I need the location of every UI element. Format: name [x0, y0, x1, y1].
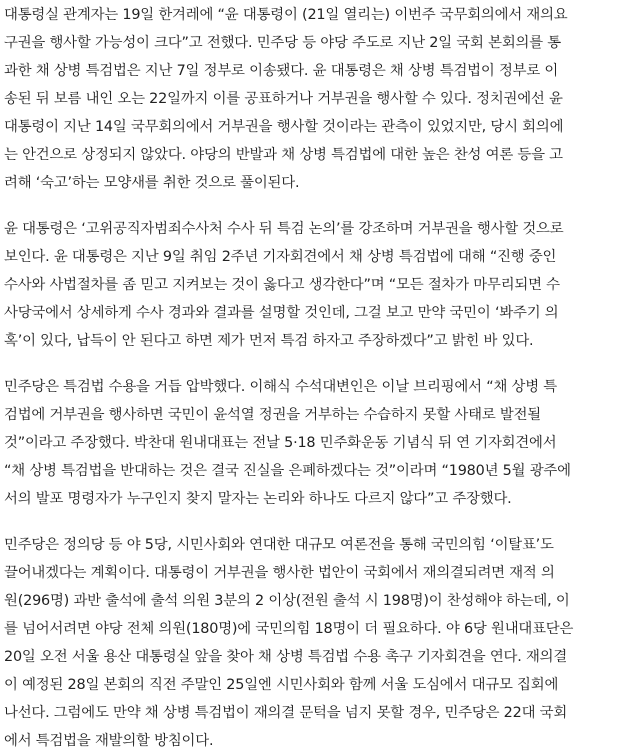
text-line: 끌어내겠다는 계획이다. 대통령이 거부권을 행사한 법안이 국회에서 재의결되려면 재적 의 [4, 565, 555, 581]
text-line: 민주당은 정의당 등 야 5당, 시민사회와 연대한 대규모 여론전을 통해 국민의힘 ‘이탈표’도 [4, 537, 554, 553]
text-line: 혹’이 있다, 납득이 안 된다고 하면 제가 먼저 특검 하자고 주장하겠다”고 밝힌 바 있다. [4, 333, 534, 349]
text-line: 원(296명) 과반 출석에 출석 의원 3분의 2 이상(전원 출석 시 198명)이 찬성해야 하는데, 이 [4, 593, 570, 609]
text-line: 과한 채 상병 특검법은 지난 7일 정부로 이송됐다. 윤 대통령은 채 상병 특검법이 정부로 이 [4, 63, 559, 79]
text-line: 보인다. 윤 대통령은 지난 9일 취임 2주년 기자회견에서 채 상병 특검법에 대해 “진행 중인 [4, 249, 557, 265]
text-line: 것”이라고 주장했다. 박찬대 원내대표는 전날 5·18 민주화운동 기념식 뒤 연 기자회견에서 [4, 435, 557, 451]
text-line: 대통령이 지난 14일 국무회의에서 거부권을 행사할 것이라는 관측이 있었지만, 당시 회의에 [4, 119, 564, 135]
text-line: 서의 발포 명령자가 누구인지 찾지 말자는 논리와 하나도 다르지 않다”고 주장했다. [4, 491, 512, 507]
text-line: 검법에 거부권을 행사하면 국민이 윤석열 정권을 거부하는 수습하지 못할 사태로 발전될 [4, 407, 541, 423]
text-line: 민주당은 특검법 수용을 거듭 압박했다. 이해식 수석대변인은 이날 브리핑에서 “채 상병 특 [4, 379, 557, 395]
text-line: 는 안건으로 상정되지 않았다. 야당의 반발과 채 상병 특검법에 대한 높은 찬성 여론 등을 고 [4, 147, 563, 163]
text-line: 구권을 행사할 가능성이 크다”고 전했다. 민주당 등 야당 주도로 지난 2일 국회 본회의를 통 [4, 35, 562, 51]
text-line: 이 예정된 28일 본회의 직전 주말인 25일엔 시민사회와 함께 서울 도심에서 대규모 집회에 [4, 677, 559, 693]
text-line: 윤 대통령은 ‘고위공직자범죄수사처 수사 뒤 특검 논의’를 강조하며 거부권을 행사할 것으로 [4, 221, 564, 237]
text-line: 를 넘어서려면 야당 전체 의원(180명)에 국민의힘 18명이 더 필요하다. 야 6당 원내대표단은 [4, 621, 574, 637]
text-line: 나선다. 그럼에도 만약 채 상병 특검법이 재의결 문턱을 넘지 못할 경우, 민주당은 22대 국회 [4, 705, 568, 721]
text-line: 에서 특검법을 재발의할 방침이다. [4, 733, 214, 749]
text-line: 대통령실 관계자는 19일 한겨레에 “윤 대통령이 (21일 열리는) 이번주 국무회의에서 재의요 [4, 7, 568, 23]
text-line: “채 상병 특검법을 반대하는 것은 결국 진실을 은폐하겠다는 것”이라며 “1980년 5월 광주에 [4, 463, 571, 479]
text-line: 수사와 사법절차를 좀 믿고 지켜보는 것이 옳다고 생각한다”며 “모든 절차가 마무리되면 수 [4, 277, 560, 293]
text-line: 려해 ‘숙고’하는 모양새를 취한 것으로 풀이된다. [4, 175, 300, 191]
text-line: 사당국에서 상세하게 수사 경과와 결과를 설명할 것인데, 그걸 보고 만약 국민이 ‘봐주기 의 [4, 305, 559, 321]
text-line: 송된 뒤 보름 내인 오는 22일까지 이를 공표하거나 거부권을 행사할 수 있다. 정치권에선 윤 [4, 91, 563, 107]
text-line: 20일 오전 서울 용산 대통령실 앞을 찾아 채 상병 특검법 수용 촉구 기자회견을 연다. 재의결 [4, 649, 568, 665]
